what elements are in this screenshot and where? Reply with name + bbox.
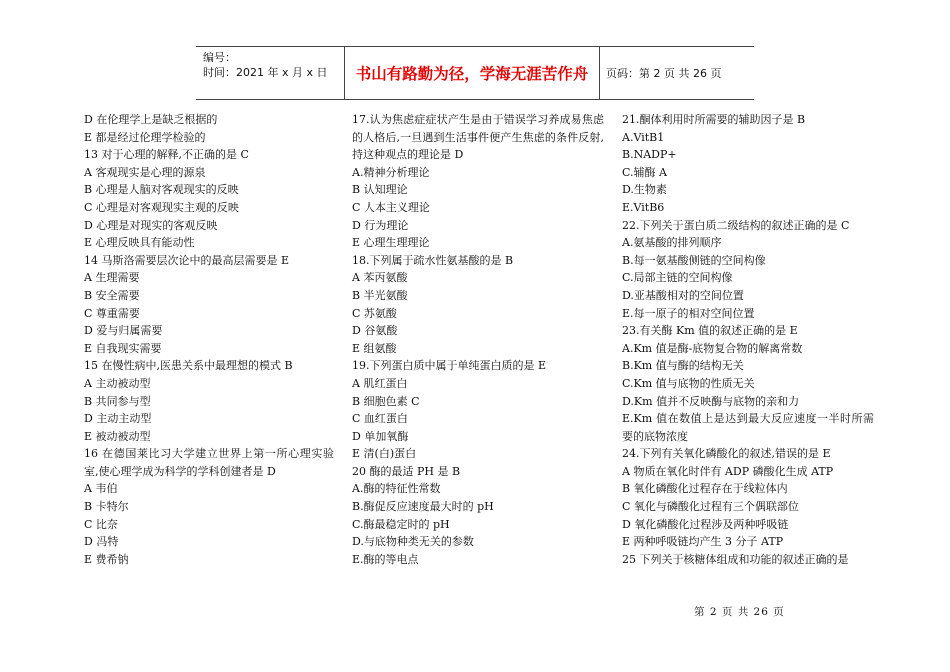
text-line: A 肌红蛋白 — [352, 376, 408, 390]
text-column-1 — [84, 111, 334, 568]
header-meta — [203, 50, 328, 80]
text-line: D 爱与归属需要 — [84, 324, 163, 338]
text-line: C 尊重需要 — [84, 306, 140, 320]
text-line: D 单加氧酶 — [352, 429, 409, 443]
text-line: B 细胞色素 C — [352, 394, 420, 408]
date-label: 时间：2021 年 x 月 x 日 — [203, 66, 328, 79]
text-line: A 物质在氧化时伴有 ADP 磷酸化生成 ATP — [622, 464, 834, 478]
text-line: E.酶的等电点 — [352, 552, 419, 566]
text-line: A.酶的特征性常数 — [352, 482, 441, 496]
text-line: B 安全需要 — [84, 288, 140, 302]
text-line: D.与底物种类无关的参数 — [352, 535, 474, 549]
text-line: A 主动被动型 — [84, 376, 151, 390]
text-line: D 氧化磷酸化过程涉及两种呼吸链 — [622, 517, 789, 531]
text-line: D 冯特 — [84, 535, 119, 549]
text-line: E 心理生理理论 — [352, 236, 430, 250]
text-line: C 氧化与磷酸化过程有三个偶联部位 — [622, 500, 799, 514]
text-column-2 — [352, 111, 604, 568]
text-line: C 人本主义理论 — [352, 200, 430, 214]
text-line: E.Km 值在数值上是达到最大反应速度一半时所需要的底物浓度 — [622, 412, 874, 443]
serial-label: 编号： — [203, 51, 236, 64]
text-line: 15 在慢性病中,医患关系中最理想的模式 B — [84, 359, 293, 373]
text-line: C.Km 值与底物的性质无关 — [622, 376, 755, 390]
text-line: E 组氨酸 — [352, 341, 397, 355]
text-line: B 半光氨酸 — [352, 288, 408, 302]
text-line: B.Km 值与酶的结构无关 — [622, 359, 744, 373]
text-line: A 生理需要 — [84, 271, 140, 285]
text-line: C.酶最稳定时的 pH — [352, 517, 450, 531]
text-line: C 苏氨酸 — [352, 306, 397, 320]
text-line: A.精神分析理论 — [352, 165, 430, 179]
text-line: D 行为理论 — [352, 218, 409, 232]
text-line: E 费希钠 — [84, 552, 129, 566]
text-line: A.VitB1 — [622, 130, 665, 144]
text-line: E 清(白)蛋白 — [352, 447, 417, 461]
text-line: 18.下列属于疏水性氨基酸的是 B — [352, 253, 514, 267]
text-line: E.VitB6 — [622, 200, 665, 214]
text-line: C 血红蛋白 — [352, 412, 408, 426]
text-line: B.NADP+ — [622, 148, 677, 162]
text-line: D 在伦理学上是缺乏根据的 — [84, 113, 218, 126]
page-info: 页码：第 2 页 共 26 页 — [606, 67, 722, 80]
text-line: E 自我现实需要 — [84, 341, 162, 355]
text-line: 17.认为焦虑症症状产生是由于错误学习养成易焦虑的人格后,一旦遇到生活事件便产生焦虑的条件反射,持这种观点的理论是 D — [352, 113, 604, 162]
text-line: 24.下列有关氧化磷酸化的叙述,错误的是 E — [622, 447, 831, 461]
text-line: D 心理是对现实的客观反映 — [84, 218, 218, 232]
text-line: 20 酶的最适 PH 是 B — [352, 464, 461, 478]
text-line: E.每一原子的相对空间位置 — [622, 306, 755, 320]
text-line: D.生物素 — [622, 183, 667, 197]
text-line: E 心理反映具有能动性 — [84, 236, 195, 250]
text-line: 21.酮体利用时所需要的辅助因子是 B — [622, 113, 806, 126]
motto: 书山有路勤为径，学海无涯苦作舟 — [344, 47, 600, 99]
text-line: B 氧化磷酸化过程存在于线粒体内 — [622, 482, 788, 496]
text-line: A 苯丙氨酸 — [352, 271, 408, 285]
text-line: C.局部主链的空间构像 — [622, 271, 733, 285]
text-line: A 客观现实是心理的源泉 — [84, 165, 206, 179]
text-line: C 比奈 — [84, 517, 118, 531]
text-line: D 主动主动型 — [84, 412, 152, 426]
text-line: 25 下列关于核糖体组成和功能的叙述正确的是 — [622, 552, 849, 566]
page-footer: 第 2 页 共 26 页 — [694, 606, 785, 618]
text-line: E 都是经过伦理学检验的 — [84, 130, 206, 144]
text-line: 16 在德国莱比习大学建立世界上第一所心理实验室,使心理学成为科学的学科创建者是 D — [84, 447, 334, 478]
text-column-3 — [622, 111, 874, 568]
text-line: B 认知理论 — [352, 183, 408, 197]
page-header — [196, 46, 754, 100]
text-line: 23.有关酶 Km 值的叙述正确的是 E — [622, 324, 798, 338]
text-line: D.亚基酸相对的空间位置 — [622, 288, 744, 302]
text-line: 14 马斯洛需要层次论中的最高层需要是 E — [84, 253, 290, 267]
text-line: A 韦伯 — [84, 482, 118, 496]
text-line: E 被动被动型 — [84, 429, 151, 443]
text-line: A.氨基酸的排列顺序 — [622, 236, 722, 250]
text-line: B.每一氨基酸侧链的空间构像 — [622, 253, 766, 267]
text-line: B.酶促反应速度最大时的 pH — [352, 500, 494, 514]
text-line: A.Km 值是酶-底物复合物的解离常数 — [622, 341, 803, 355]
text-line: 22.下列关于蛋白质二级结构的叙述正确的是 C — [622, 218, 850, 232]
text-line: B 心理是人脑对客观现实的反映 — [84, 183, 239, 197]
text-line: D 谷氨酸 — [352, 324, 398, 338]
text-line: 19.下列蛋白质中属于单纯蛋白质的是 E — [352, 359, 547, 373]
text-line: 13 对于心理的解释,不正确的是 C — [84, 148, 249, 162]
text-line: E 两种呼吸链均产生 3 分子 ATP — [622, 535, 784, 549]
text-line: C 心理是对客观现实主观的反映 — [84, 200, 239, 214]
text-line: B 卡特尔 — [84, 500, 129, 514]
text-line: D.Km 值并不反映酶与底物的亲和力 — [622, 394, 800, 408]
text-line: C.辅酶 A — [622, 165, 667, 179]
text-line: B 共同参与型 — [84, 394, 151, 408]
